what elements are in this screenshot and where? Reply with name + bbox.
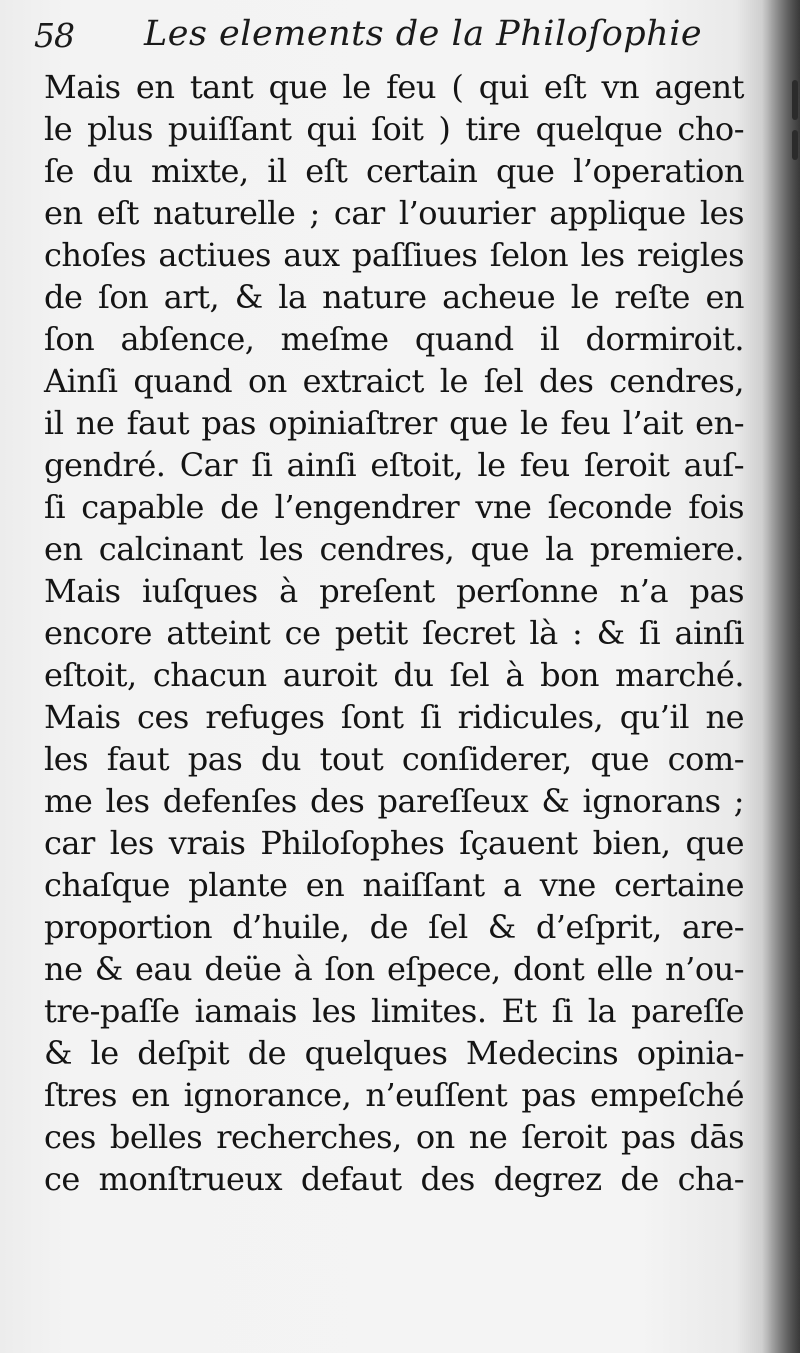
text-line: tre-paſſe iamais les limites. Et ſi la pareſſe bbox=[44, 992, 744, 1030]
text-line: en eſt naturelle ; car l’ouurier applique les bbox=[44, 194, 744, 232]
text-line: ſtres en ignorance, n’euſſent pas empeſché bbox=[44, 1076, 744, 1114]
text-line: le plus puiſſant qui ſoit ) tire quelque cho- bbox=[44, 110, 744, 148]
page-number: 58 bbox=[34, 16, 74, 55]
text-line: me les defenſes des pareſſeux & ignorans ; bbox=[44, 782, 744, 820]
text-line: ſe du mixte, il eſt certain que l’operation bbox=[44, 152, 744, 190]
text-line: car les vrais Philoſophes ſçauent bien, que bbox=[44, 824, 744, 862]
text-line: & le deſpit de quelques Medecins opinia- bbox=[44, 1034, 744, 1072]
text-line: ces belles recherches, on ne ſeroit pas dās bbox=[44, 1118, 744, 1156]
facing-page-edge-mark bbox=[792, 130, 798, 160]
running-head bbox=[34, 14, 734, 62]
text-line: il ne faut pas opiniaſtrer que le feu l’ait en- bbox=[44, 404, 744, 442]
running-head-title: Les elements de la Philoſophie bbox=[144, 14, 703, 54]
text-line: eſtoit, chacun auroit du ſel à bon marché. bbox=[44, 656, 744, 694]
text-line: ſon abſence, meſme quand il dormiroit. bbox=[44, 320, 744, 358]
page-gutter-shadow bbox=[762, 0, 800, 1353]
text-line: proportion d’huile, de ſel & d’eſprit, are- bbox=[44, 908, 744, 946]
text-line: encore atteint ce petit ſecret là : & ſi ainſi bbox=[44, 614, 744, 652]
text-line: les faut pas du tout conſiderer, que com- bbox=[44, 740, 744, 778]
text-line: ne & eau deüe à ſon eſpece, dont elle n’ou- bbox=[44, 950, 744, 988]
text-line: Mais en tant que le feu ( qui eſt vn agent bbox=[44, 68, 744, 106]
text-line: chaſque plante en naiſſant a vne certaine bbox=[44, 866, 744, 904]
text-line: Ainſi quand on extraict le ſel des cendres, bbox=[44, 362, 744, 400]
text-line: de ſon art, & la nature acheue le reſte en bbox=[44, 278, 744, 316]
text-line: ce monſtrueux defaut des degrez de cha- bbox=[44, 1160, 744, 1198]
text-line: Mais iuſques à preſent perſonne n’a pas bbox=[44, 572, 744, 610]
text-line: Mais ces refuges ſont ſi ridicules, qu’il ne bbox=[44, 698, 744, 736]
text-line: ſi capable de l’engendrer vne ſeconde fois bbox=[44, 488, 744, 526]
text-line: choſes actiues aux paſſiues ſelon les reigles bbox=[44, 236, 744, 274]
text-line: en calcinant les cendres, que la premiere. bbox=[44, 530, 744, 568]
facing-page-edge-mark bbox=[792, 80, 798, 120]
body-text bbox=[44, 66, 744, 1200]
text-line: gendré. Car ſi ainſi eſtoit, le feu ſeroit auſ- bbox=[44, 446, 744, 484]
